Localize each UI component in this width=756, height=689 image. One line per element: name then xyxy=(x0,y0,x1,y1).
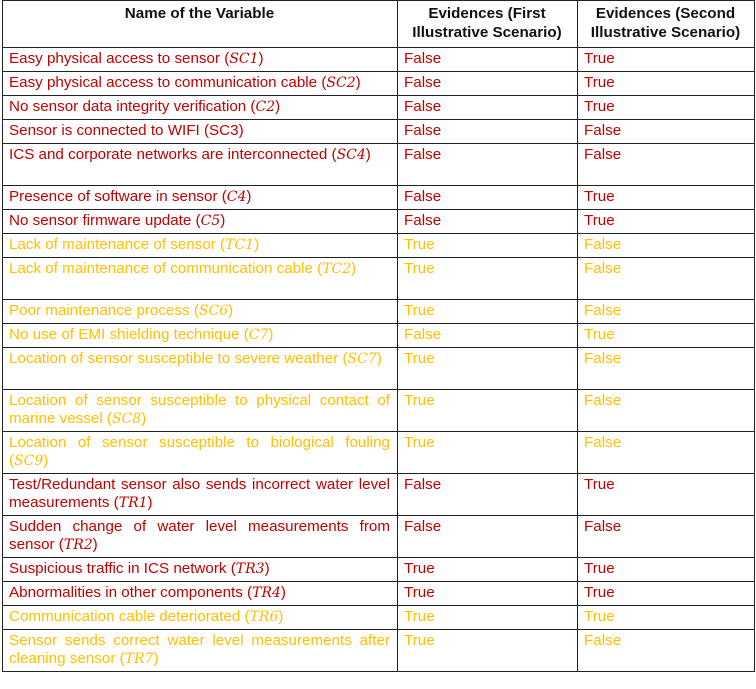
table-row xyxy=(3,324,755,348)
evidence-table xyxy=(2,0,755,672)
variable-label: Easy physical access to sensor ( xyxy=(9,50,230,67)
variable-close-paren: ) xyxy=(275,98,281,115)
variable-close-paren: ) xyxy=(365,146,371,163)
table-row xyxy=(3,300,755,324)
variable-close-paren: ) xyxy=(228,302,234,319)
variable-label: Sensor is connected to WIFI (SC3) xyxy=(9,122,244,139)
evidence-second-scenario: False xyxy=(578,432,755,474)
evidence-second-scenario: True xyxy=(578,96,755,120)
variable-symbol: TR1 xyxy=(118,495,148,511)
evidence-first-scenario: False xyxy=(398,120,578,144)
evidence-second-scenario: False xyxy=(578,144,755,186)
variable-close-paren: ) xyxy=(355,74,361,91)
variable-close-paren: ) xyxy=(246,188,252,205)
variable-label: Lack of maintenance of communication cable ( xyxy=(9,260,323,277)
variable-label: Sensor sends correct water level measurements after cleaning sensor ( xyxy=(9,632,390,667)
variable-close-paren: ) xyxy=(376,350,382,367)
evidence-second-scenario: False xyxy=(578,120,755,144)
variable-close-paren: ) xyxy=(147,494,153,511)
table-row xyxy=(3,48,755,72)
variable-symbol: SC1 xyxy=(229,51,259,67)
evidence-first-scenario: True xyxy=(398,432,578,474)
variable-name xyxy=(3,474,398,516)
table-row xyxy=(3,390,755,432)
evidence-first-scenario: True xyxy=(398,348,578,390)
variable-symbol: TR4 xyxy=(252,585,281,601)
table-row xyxy=(3,96,755,120)
variable-close-paren: ) xyxy=(153,650,159,667)
variable-close-paren: ) xyxy=(258,50,264,67)
evidence-first-scenario: True xyxy=(398,582,578,606)
evidence-first-scenario: False xyxy=(398,186,578,210)
evidence-second-scenario: False xyxy=(578,300,755,324)
variable-label: No sensor firmware update ( xyxy=(9,212,201,229)
evidence-first-scenario: False xyxy=(398,474,578,516)
variable-close-paren: ) xyxy=(141,410,147,427)
variable-name xyxy=(3,72,398,96)
header-second-scenario: Evidences (Second Illustrative Scenario) xyxy=(578,1,755,48)
variable-symbol: SC8 xyxy=(111,411,142,427)
evidence-first-scenario: True xyxy=(398,258,578,300)
variable-label: ICS and corporate networks are interconnected ( xyxy=(9,146,337,163)
variable-label: Easy physical access to communication cable ( xyxy=(9,74,327,91)
evidence-first-scenario: False xyxy=(398,210,578,234)
variable-name xyxy=(3,558,398,582)
variable-name xyxy=(3,390,398,432)
table-row xyxy=(3,630,755,672)
variable-name xyxy=(3,234,398,258)
evidence-second-scenario: False xyxy=(578,348,755,390)
table-row xyxy=(3,558,755,582)
variable-name xyxy=(3,324,398,348)
evidence-second-scenario: False xyxy=(578,234,755,258)
table-row xyxy=(3,606,755,630)
table-row xyxy=(3,474,755,516)
evidence-first-scenario: False xyxy=(398,144,578,186)
table-row xyxy=(3,582,755,606)
variable-symbol: SC2 xyxy=(326,75,356,91)
evidence-second-scenario: False xyxy=(578,390,755,432)
variable-name xyxy=(3,144,398,186)
variable-name xyxy=(3,582,398,606)
variable-symbol: SC4 xyxy=(336,147,366,163)
variable-close-paren: ) xyxy=(280,584,286,601)
variable-label: Poor maintenance process ( xyxy=(9,302,199,319)
variable-close-paren: ) xyxy=(254,236,260,253)
variable-symbol: SC9 xyxy=(14,453,44,469)
evidence-second-scenario: False xyxy=(578,516,755,558)
variable-symbol: TC1 xyxy=(225,237,255,253)
variable-symbol: TC2 xyxy=(322,261,352,277)
variable-name xyxy=(3,258,398,300)
variable-symbol: TR6 xyxy=(249,609,279,625)
variable-close-paren: ) xyxy=(92,536,98,553)
variable-symbol: TR3 xyxy=(235,561,265,577)
table-row xyxy=(3,432,755,474)
evidence-second-scenario: True xyxy=(578,186,755,210)
variable-label: Suspicious traffic in ICS network ( xyxy=(9,560,236,577)
variable-close-paren: ) xyxy=(351,260,357,277)
variable-label: Location of sensor susceptible to biological fouling ( xyxy=(9,434,390,469)
variable-name xyxy=(3,300,398,324)
evidence-second-scenario: False xyxy=(578,258,755,300)
variable-label: Abnormalities in other components ( xyxy=(9,584,253,601)
variable-label: Lack of maintenance of sensor ( xyxy=(9,236,226,253)
header-row xyxy=(3,1,755,48)
evidence-second-scenario: True xyxy=(578,48,755,72)
evidence-second-scenario: True xyxy=(578,474,755,516)
variable-symbol: TR2 xyxy=(63,537,93,553)
evidence-first-scenario: True xyxy=(398,390,578,432)
evidence-first-scenario: True xyxy=(398,300,578,324)
variable-close-paren: ) xyxy=(264,560,270,577)
variable-symbol: SC7 xyxy=(347,351,377,367)
variable-label: Location of sensor susceptible to physical contact of marine vessel ( xyxy=(9,392,390,427)
evidence-second-scenario: True xyxy=(578,210,755,234)
variable-symbol: TR7 xyxy=(124,651,154,667)
evidence-first-scenario: True xyxy=(398,234,578,258)
table-row xyxy=(3,210,755,234)
variable-close-paren: ) xyxy=(268,326,274,343)
table-row xyxy=(3,186,755,210)
variable-symbol: C4 xyxy=(226,189,247,205)
table-row xyxy=(3,120,755,144)
evidence-first-scenario: False xyxy=(398,96,578,120)
variable-label: Test/Redundant sensor also sends incorrect water level measurements ( xyxy=(9,476,390,511)
variable-name xyxy=(3,210,398,234)
table-row xyxy=(3,144,755,186)
variable-symbol: C2 xyxy=(255,99,276,115)
evidence-first-scenario: False xyxy=(398,48,578,72)
variable-label: No use of EMI shielding technique ( xyxy=(9,326,249,343)
variable-name xyxy=(3,48,398,72)
evidence-second-scenario: False xyxy=(578,630,755,672)
header-name: Name of the Variable xyxy=(3,1,398,48)
evidence-first-scenario: False xyxy=(398,72,578,96)
header-first-scenario: Evidences (First Illustrative Scenario) xyxy=(398,1,578,48)
variable-label: Communication cable deteriorated ( xyxy=(9,608,250,625)
table-row xyxy=(3,516,755,558)
variable-close-paren: ) xyxy=(278,608,284,625)
table-row xyxy=(3,72,755,96)
table-row xyxy=(3,234,755,258)
evidence-first-scenario: True xyxy=(398,630,578,672)
variable-name xyxy=(3,606,398,630)
table-row xyxy=(3,348,755,390)
variable-label: Presence of software in sensor ( xyxy=(9,188,227,205)
variable-name xyxy=(3,516,398,558)
variable-symbol: C7 xyxy=(248,327,269,343)
variable-symbol: SC6 xyxy=(198,303,229,319)
variable-label: No sensor data integrity verification ( xyxy=(9,98,256,115)
variable-label: Sudden change of water level measurements from sensor ( xyxy=(9,518,390,553)
variable-close-paren: ) xyxy=(43,452,49,469)
evidence-second-scenario: True xyxy=(578,558,755,582)
evidence-first-scenario: True xyxy=(398,606,578,630)
evidence-first-scenario: True xyxy=(398,558,578,582)
evidence-second-scenario: True xyxy=(578,324,755,348)
variable-name xyxy=(3,348,398,390)
evidence-second-scenario: True xyxy=(578,72,755,96)
evidence-first-scenario: False xyxy=(398,324,578,348)
variable-symbol: C5 xyxy=(200,213,221,229)
variable-name xyxy=(3,630,398,672)
evidence-second-scenario: True xyxy=(578,606,755,630)
evidence-second-scenario: True xyxy=(578,582,755,606)
variable-name xyxy=(3,432,398,474)
variable-name xyxy=(3,186,398,210)
variable-label: Location of sensor susceptible to severe weather ( xyxy=(9,350,348,367)
variable-close-paren: ) xyxy=(220,212,226,229)
table-row xyxy=(3,258,755,300)
variable-name xyxy=(3,96,398,120)
variable-name xyxy=(3,120,398,144)
evidence-first-scenario: False xyxy=(398,516,578,558)
